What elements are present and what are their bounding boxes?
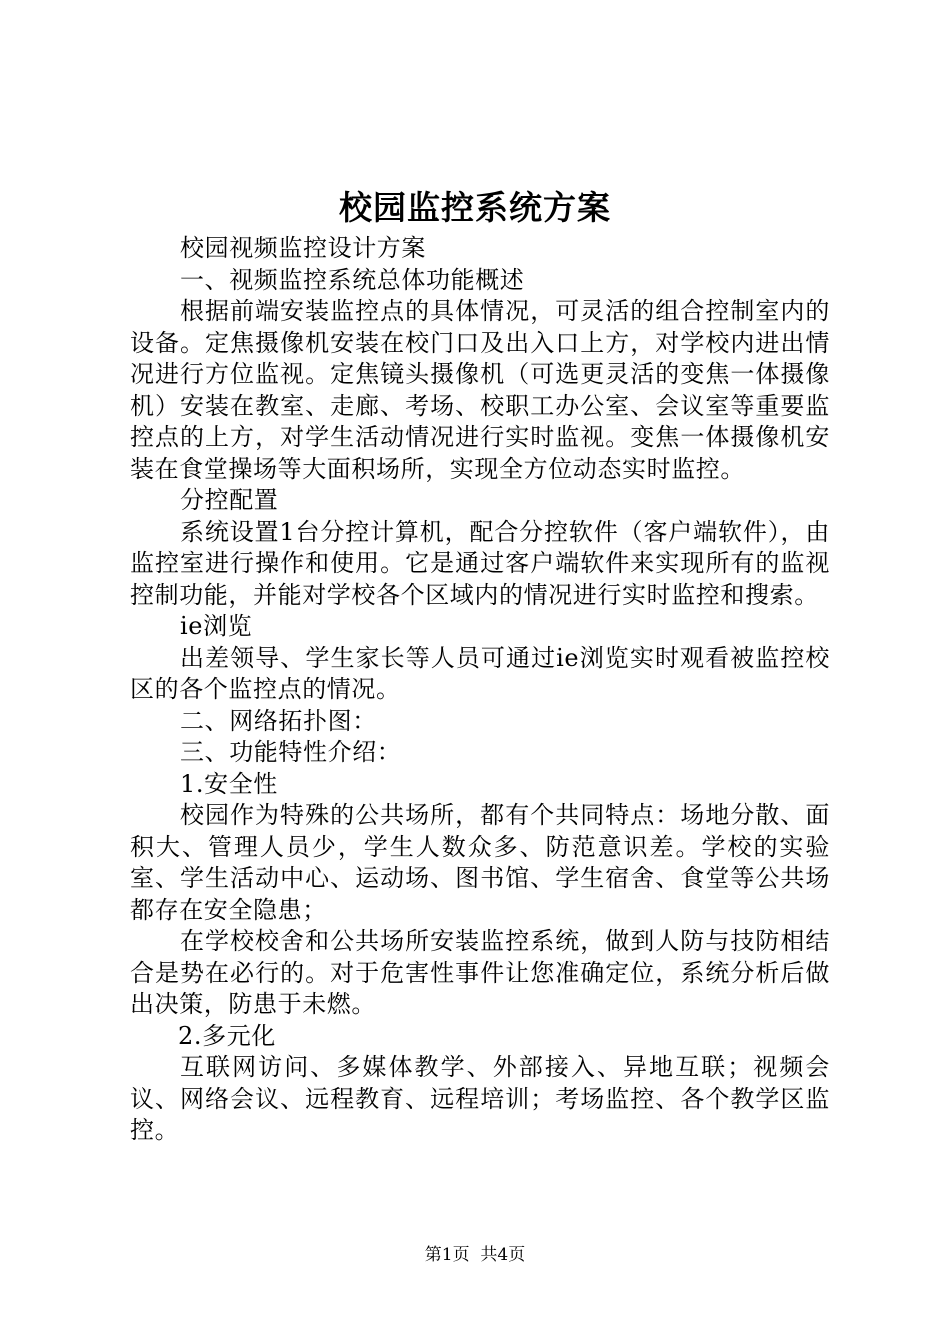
paragraph: 出差领导、学生家长等人员可通过ie浏览实时观看被监控校区的各个监控点的情况。	[130, 643, 830, 703]
paragraph: 分控配置	[180, 486, 279, 514]
paragraph: 校园视频监控设计方案	[180, 234, 426, 262]
paragraph: 一、视频监控系统总体功能概述	[180, 265, 525, 294]
paragraph: 根据前端安装监控点的具体情况，可灵活的组合控制室内的设备。定焦摄像机安装在校门口及出入口上方，对学校内进出情况进行方位监视。定焦镜头摄像机（可选更灵活的变焦一体摄像机）安装在教室、走廊、考场、校职工办公室、会议室等重要监控点的上方，对学生活动情况进行实时监视。变焦一体摄像机安装在食堂操场等大面积场所，实现全方位动态实时监控。	[130, 297, 830, 483]
page-footer	[0, 1243, 950, 1267]
page-number: 第1页	[424, 1245, 470, 1265]
paragraph: 系统设置1台分控计算机，配合分控软件（客户端软件），由监控室进行操作和使用。它是通过客户端软件来实现所有的监视控制功能，并能对学校各个区域内的情况进行实时监控和搜索。	[130, 517, 830, 609]
document-body	[130, 233, 830, 1147]
paragraph: 2.多元化	[178, 1021, 276, 1050]
paragraph: 二、网络拓扑图：	[180, 706, 377, 735]
paragraph: 校园作为特殊的公共场所，都有个共同特点：场地分散、面积大、管理人员少，学生人数众多、防范意识差。学校的实验室、学生活动中心、运动场、图书馆、学生宿舍、食堂等公共场都存在安全隐患；	[130, 801, 830, 924]
paragraph: 互联网访问、多媒体教学、外部接入、异地互联；视频会议、网络会议、远程教育、远程培训；考场监控、各个教学区监控。	[130, 1053, 830, 1144]
paragraph: 1.安全性	[180, 769, 278, 798]
page-total: 共4页	[480, 1245, 526, 1265]
paragraph: 三、功能特性介绍：	[180, 738, 402, 766]
document-title: 校园监控系统方案	[339, 188, 611, 227]
paragraph: 在学校校舍和公共场所安装监控系统，做到人防与技防相结合是势在必行的。对于危害性事件让您准确定位，系统分析后做出决策，防患于未燃。	[130, 927, 830, 1018]
paragraph: ie浏览	[180, 612, 253, 640]
